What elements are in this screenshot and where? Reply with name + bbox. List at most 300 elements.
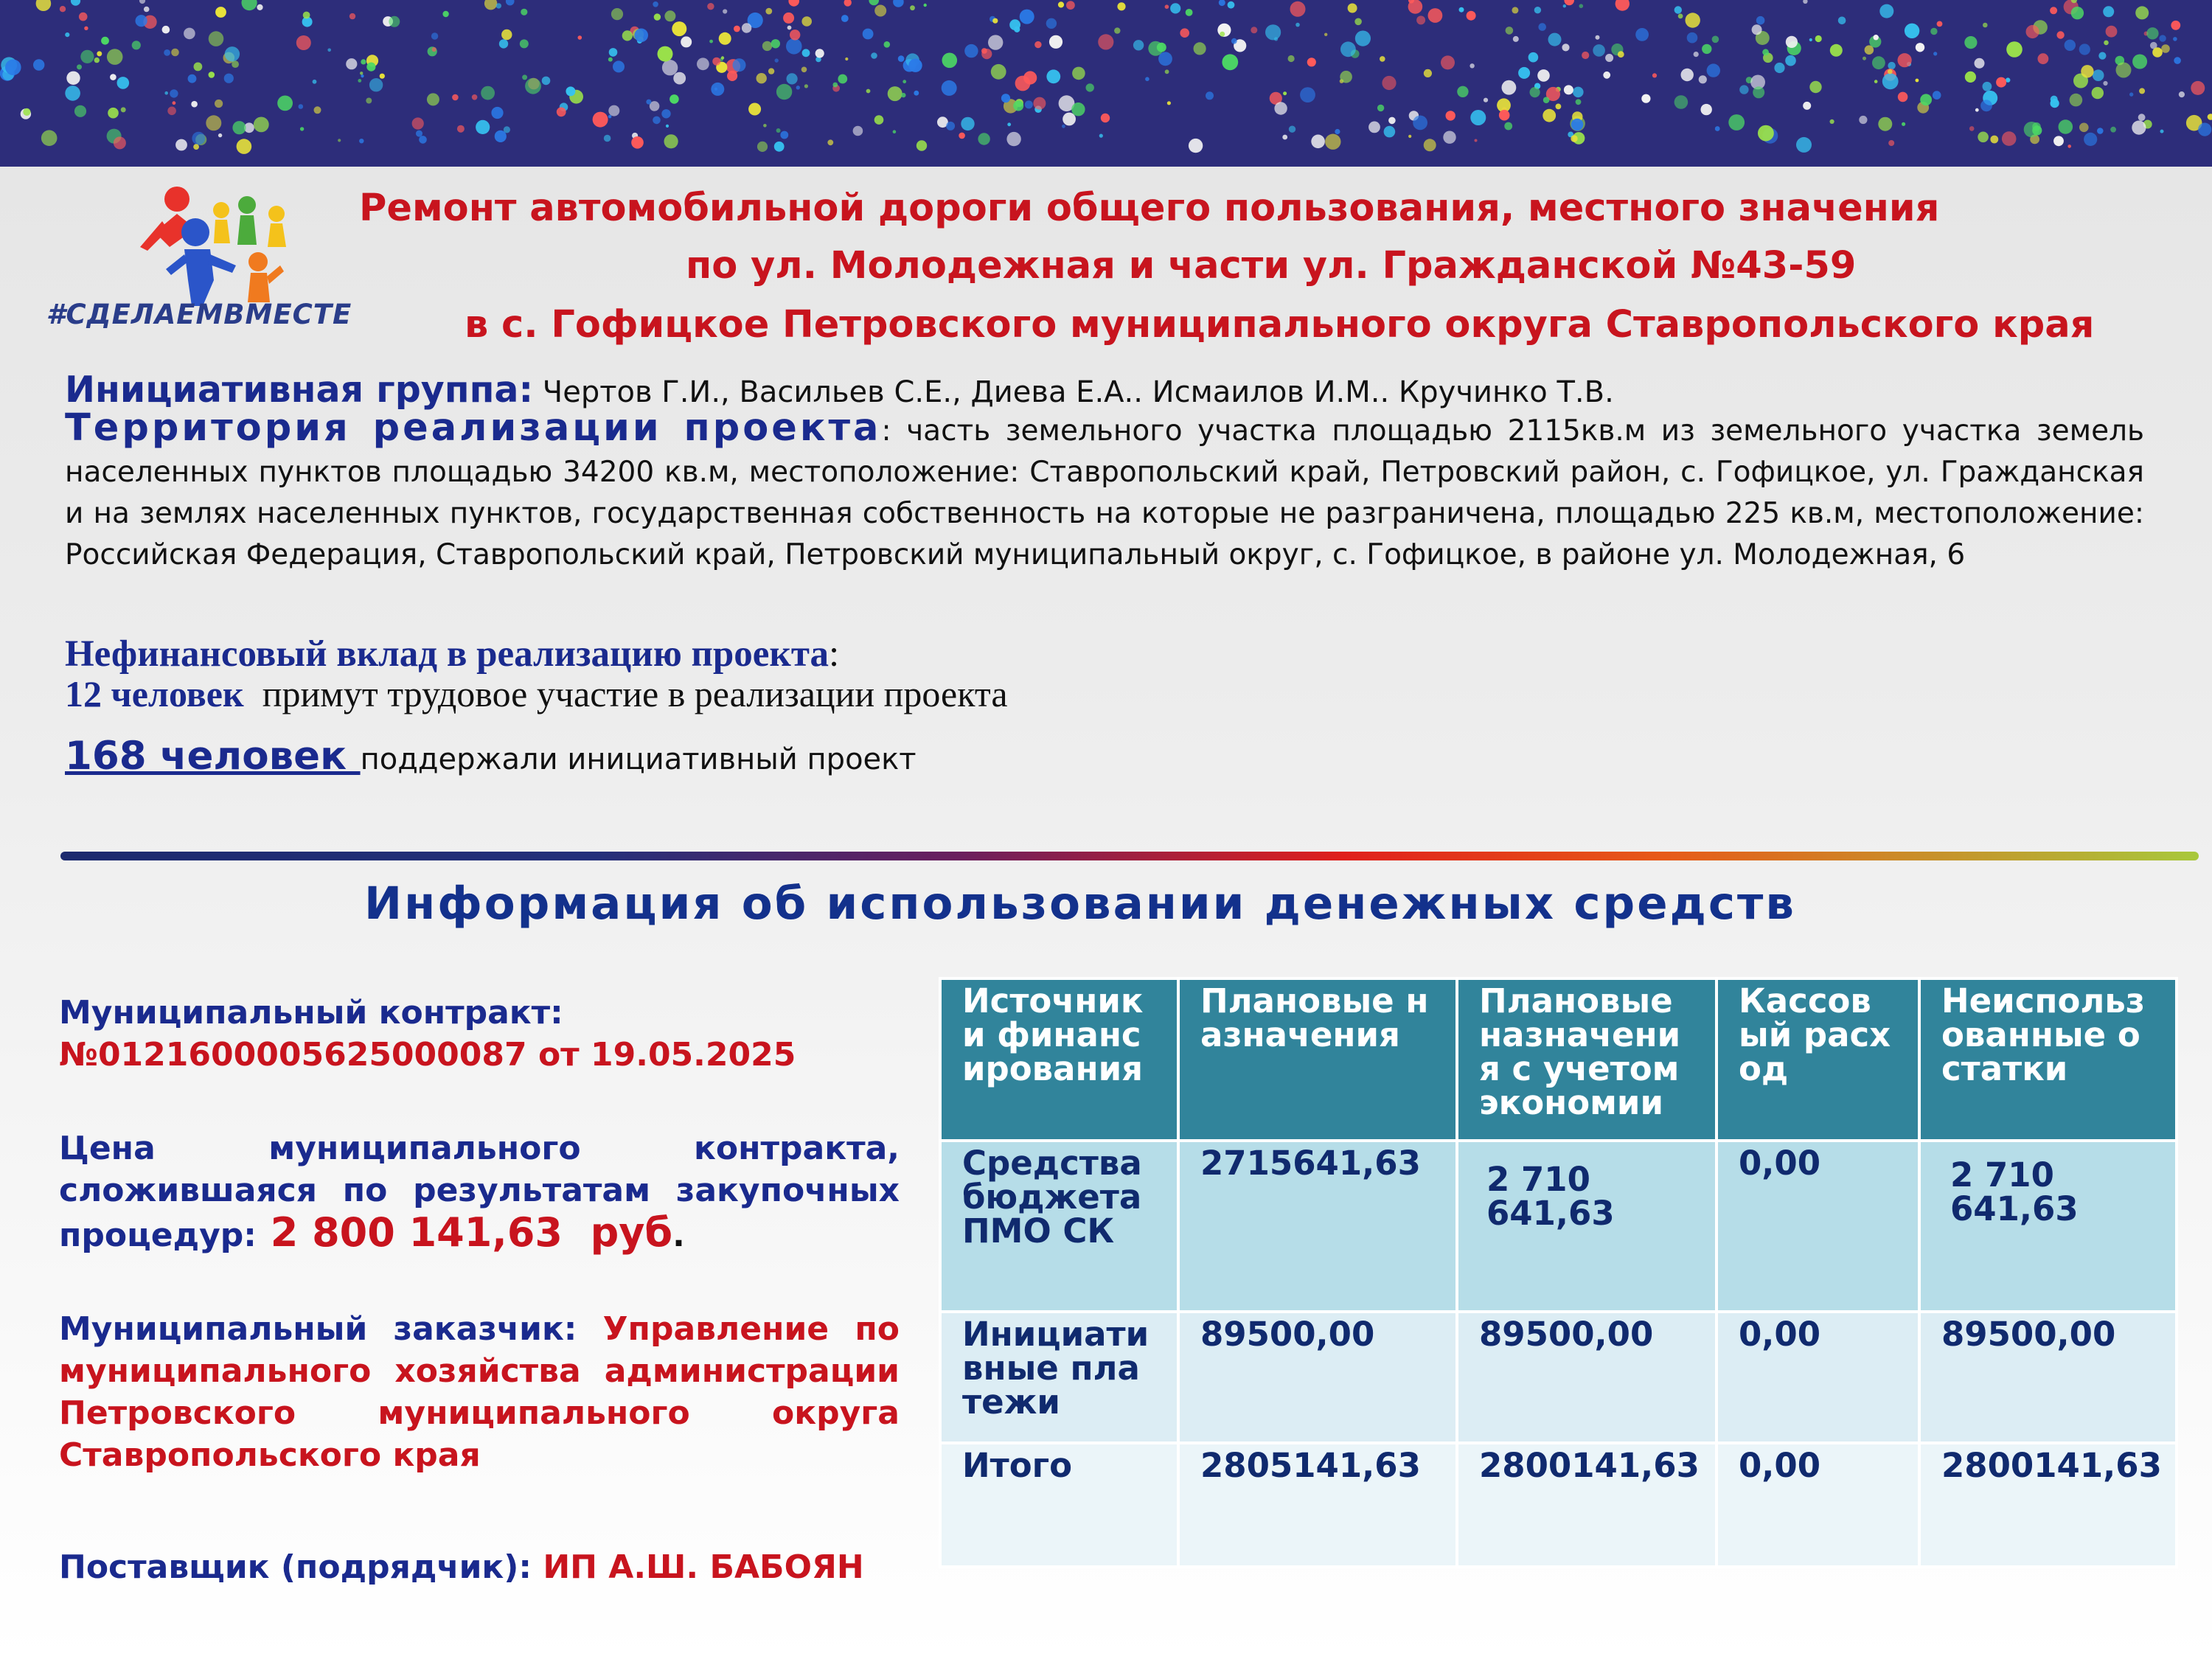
confetti-dot: [1537, 69, 1550, 82]
confetti-dot: [1006, 132, 1020, 146]
confetti-dot: [959, 133, 965, 139]
confetti-dot: [2006, 41, 2023, 58]
confetti-dot: [2173, 37, 2177, 41]
confetti-dot: [1874, 80, 1878, 83]
confetti-dot: [1564, 85, 1573, 94]
confetti-dot: [136, 15, 147, 27]
confetti-dot: [1340, 41, 1356, 57]
confetti-dot: [132, 41, 141, 49]
confetti-dot: [1283, 91, 1287, 95]
supporters-line: [65, 734, 2144, 779]
confetti-dot: [1980, 100, 1992, 111]
confetti-dot: [1086, 83, 1094, 91]
confetti-dot: [557, 107, 566, 116]
confetti-dot: [193, 144, 199, 150]
confetti-dot: [110, 74, 116, 80]
cell-planned: 2805141,63: [1178, 1443, 1457, 1567]
confetti-dot: [898, 55, 905, 62]
confetti-dot: [97, 51, 102, 56]
confetti-decoration: [0, 0, 2212, 167]
confetti-dot: [1603, 72, 1610, 79]
confetti-dot: [313, 80, 317, 84]
confetti-dot: [170, 89, 178, 97]
confetti-dot: [171, 49, 179, 57]
confetti-dot: [2208, 114, 2212, 120]
confetti-dot: [1274, 37, 1278, 41]
confetti-dot: [218, 133, 222, 137]
confetti-dot: [1424, 69, 1432, 77]
confetti-dot: [1443, 131, 1455, 144]
confetti-dot: [366, 63, 375, 72]
confetti-dot: [1368, 122, 1380, 133]
confetti-dot: [60, 6, 66, 12]
confetti-dot: [1380, 56, 1385, 62]
confetti-dot: [2132, 121, 2146, 135]
confetti-dot: [1382, 76, 1396, 90]
confetti-dot: [1165, 4, 1169, 9]
confetti-dot: [184, 28, 195, 40]
confetti-dot: [1377, 105, 1384, 111]
confetti-dot: [194, 63, 203, 72]
confetti-dot: [1635, 28, 1649, 41]
confetti-dot: [1180, 28, 1189, 38]
confetti-dot: [1348, 4, 1357, 13]
confetti-dot: [783, 13, 794, 24]
confetti-dot: [1803, 0, 1807, 4]
confetti-dot: [1615, 0, 1630, 11]
confetti-dot: [1758, 125, 1774, 142]
confetti-dot: [964, 44, 978, 58]
confetti-dot: [1562, 44, 1569, 51]
confetti-dot: [1133, 40, 1144, 50]
gradient-divider: [60, 852, 2199, 860]
confetti-dot: [774, 142, 785, 152]
confetti-dot: [1457, 86, 1468, 97]
initiative-group-members: Чертов Г.И., Васильев С.Е., Диева Е.А.. Исмаилов И.М.. Кручинко Т.В.: [533, 375, 1614, 409]
confetti-dot: [1674, 95, 1688, 109]
confetti-dot: [786, 38, 802, 55]
confetti-dot: [346, 58, 357, 69]
confetti-dot: [1033, 97, 1046, 110]
confetti-dot: [2002, 131, 2017, 146]
confetti-dot: [1441, 55, 1455, 69]
confetti-dot: [1996, 77, 2006, 88]
confetti-dot: [709, 40, 713, 44]
contract-number: №0121600005625000087 от 19.05.2025: [59, 1036, 796, 1074]
confetti-dot: [1014, 27, 1020, 32]
confetti-dot: [1809, 81, 1821, 93]
confetti-dot: [2171, 21, 2180, 30]
confetti-dot: [1652, 73, 1657, 77]
confetti-dot: [299, 104, 304, 109]
confetti-dot: [359, 139, 364, 143]
confetti-dot: [2098, 52, 2106, 60]
confetti-dot: [1983, 23, 1988, 28]
confetti-dot: [23, 108, 30, 116]
confetti-dot: [1157, 43, 1166, 52]
confetti-dot: [1752, 24, 1762, 35]
confetti-dot: [1990, 136, 1998, 144]
confetti-dot: [1687, 32, 1698, 44]
confetti-dot: [1340, 71, 1352, 83]
confetti-dot: [41, 130, 58, 146]
confetti-dot: [2097, 128, 2104, 134]
confetti-dot: [144, 7, 150, 13]
confetti-dot: [2104, 41, 2109, 46]
confetti-dot: [1983, 82, 1992, 91]
confetti-dot: [77, 64, 82, 69]
confetti-dot: [1025, 100, 1033, 108]
cell-planned: 89500,00: [1178, 1312, 1457, 1443]
project-title-line1: Ремонт автомобильной дороги общего пользования, местного значения: [359, 187, 1940, 230]
confetti-dot: [763, 124, 767, 128]
confetti-dot: [1020, 10, 1034, 24]
confetti-dot: [2174, 57, 2181, 64]
confetti-dot: [1354, 18, 1362, 26]
confetti-dot: [520, 39, 529, 48]
confetti-dot: [1739, 85, 1748, 94]
confetti-dot: [1072, 67, 1085, 80]
confetti-dot: [192, 132, 205, 145]
confetti-dot: [1978, 132, 1989, 143]
confetti-dot: [164, 49, 170, 56]
confetti-dot: [611, 8, 623, 20]
confetti-dot: [1189, 139, 1203, 153]
confetti-dot: [776, 84, 792, 100]
col-header-planned-savings: Плановые назначения с учетом экономии: [1457, 978, 1717, 1141]
labor-people-text: примут трудовое участие в реализации проекта: [243, 673, 1008, 714]
table-row: [940, 1312, 2177, 1443]
confetti-dot: [1512, 7, 1518, 13]
confetti-dot: [871, 52, 877, 59]
confetti-dot: [838, 74, 847, 84]
customer-block: [59, 1308, 900, 1476]
project-title-line3: в с. Гофицкое Петровского муниципального округа Ставропольского края: [465, 303, 2095, 347]
confetti-dot: [121, 107, 126, 112]
confetti-dot: [1265, 24, 1281, 40]
confetti-dot: [2138, 114, 2146, 121]
confetti-dot: [361, 59, 366, 64]
confetti-dot: [1571, 135, 1577, 142]
confetti-dot: [874, 5, 886, 17]
confetti-dot: [866, 89, 871, 94]
confetti-dot: [1408, 135, 1411, 138]
nonfinancial-label: Нефинансовый вклад в реализацию проекта: [65, 633, 829, 675]
confetti-dot: [1712, 36, 1719, 44]
confetti-dot: [608, 58, 613, 62]
confetti-dot: [723, 9, 727, 13]
confetti-dot: [173, 101, 176, 105]
confetti-dot: [1920, 94, 1932, 105]
confetti-dot: [658, 46, 673, 62]
confetti-dot: [946, 122, 955, 131]
confetti-dot: [1774, 63, 1784, 73]
confetti-dot: [762, 41, 772, 51]
confetti-dot: [1165, 69, 1169, 74]
confetti-dot: [1582, 52, 1589, 59]
cell-cash-expense: 0,00: [1717, 1443, 1919, 1567]
confetti-dot: [1830, 44, 1843, 57]
confetti-dot: [1699, 75, 1707, 83]
cell-unused: 2800141,63: [1919, 1443, 2177, 1567]
confetti-dot: [542, 77, 551, 86]
confetti-dot: [1879, 4, 1893, 18]
confetti-dot: [1015, 76, 1031, 91]
contract-number-block: [59, 992, 900, 1076]
confetti-dot: [841, 15, 849, 22]
confetti-dot: [303, 12, 310, 19]
confetti-dot: [139, 0, 145, 4]
contract-price-block: [59, 1127, 900, 1256]
confetti-dot: [525, 78, 541, 94]
confetti-dot: [1707, 63, 1720, 77]
confetti-dot: [65, 86, 80, 101]
confetti-dot: [1311, 135, 1325, 149]
confetti-dot: [942, 53, 958, 69]
col-header-unused: Неиспользованные остатки: [1919, 978, 2177, 1141]
confetti-dot: [300, 127, 304, 131]
confetti-dot: [978, 133, 990, 145]
confetti-dot: [2084, 133, 2097, 146]
confetti-dot: [981, 49, 992, 59]
confetti-dot: [1307, 58, 1316, 66]
confetti-dot: [780, 131, 788, 139]
confetti-dot: [1576, 99, 1582, 105]
confetti-dot: [1049, 35, 1062, 49]
confetti-dot: [1702, 44, 1711, 54]
confetti-dot: [1506, 27, 1514, 35]
confetti-dot: [1859, 116, 1867, 124]
confetti-dot: [416, 131, 422, 137]
confetti-dot: [863, 29, 874, 40]
confetti-dot: [1335, 129, 1340, 134]
cell-planned-savings: 2800141,63: [1457, 1443, 1717, 1567]
confetti-dot: [748, 103, 761, 116]
confetti-dot: [1001, 94, 1010, 102]
confetti-dot: [1194, 42, 1206, 55]
confetti-dot: [2106, 26, 2118, 38]
confetti-dot: [1930, 28, 1937, 35]
confetti-dot: [608, 115, 612, 119]
confetti-dot: [1066, 1, 1075, 10]
confetti-dot: [2146, 27, 2158, 39]
confetti-dot: [1701, 104, 1712, 115]
confetti-dot: [711, 83, 724, 96]
confetti-dot: [296, 35, 311, 50]
confetti-dot: [815, 49, 824, 58]
confetti-dot: [5, 60, 21, 76]
confetti-dot: [1101, 114, 1110, 122]
confetti-dot: [2067, 145, 2071, 148]
confetti-dot: [84, 27, 88, 30]
confetti-dot: [79, 13, 88, 21]
confetti-dot: [162, 26, 170, 34]
confetti-dot: [191, 101, 198, 108]
confetti-dot: [613, 60, 625, 72]
confetti-dot: [733, 58, 746, 72]
confetti-dot: [114, 136, 126, 149]
confetti-dot: [1058, 1, 1064, 7]
confetti-dot: [209, 31, 224, 46]
confetti-dot: [1428, 8, 1443, 23]
supplier-block: [59, 1546, 900, 1588]
confetti-dot: [65, 32, 69, 37]
confetti-dot: [2179, 91, 2185, 97]
confetti-dot: [2079, 44, 2090, 55]
confetti-dot: [2139, 88, 2145, 94]
confetti-dot: [117, 77, 130, 89]
confetti-dot: [1117, 2, 1125, 10]
confetti-dot: [1715, 126, 1720, 131]
confetti-dot: [2071, 7, 2084, 19]
confetti-dot: [2161, 44, 2170, 53]
confetti-dot: [1916, 79, 1919, 83]
confetti-dot: [757, 142, 768, 152]
confetti-dot: [893, 130, 897, 133]
confetti-dot: [1228, 1, 1235, 9]
confetti-dot: [521, 9, 527, 15]
confetti-dot: [1530, 87, 1540, 97]
confetti-dot: [914, 91, 919, 96]
confetti-dot: [672, 21, 686, 36]
confetti-dot: [1694, 52, 1699, 57]
confetti-dot: [1937, 21, 1943, 27]
confetti-dot: [1803, 102, 1811, 110]
confetti-dot: [277, 96, 293, 111]
confetti-dot: [653, 1, 658, 7]
territory-paragraph: [65, 408, 2144, 576]
confetti-dot: [1528, 52, 1539, 63]
confetti-dot: [1579, 4, 1584, 8]
confetti-dot: [902, 80, 906, 83]
confetti-dot: [242, 0, 257, 10]
confetti-dot: [787, 26, 792, 30]
contract-price: 2 800 141,63 руб: [256, 1209, 673, 1256]
confetti-dot: [1504, 122, 1512, 131]
confetti-dot: [1186, 9, 1193, 16]
confetti-dot: [1324, 33, 1327, 36]
confetti-dot: [496, 3, 501, 8]
confetti-dot: [1571, 119, 1583, 131]
confetti-dot: [237, 139, 252, 154]
confetti-dot: [491, 107, 503, 119]
confetti-dot: [697, 58, 709, 70]
confetti-dot: [801, 67, 807, 73]
confetti-dot: [1969, 126, 1975, 131]
confetti-dot: [2065, 40, 2076, 51]
customer-label: Муниципальный заказчик:: [59, 1310, 577, 1348]
confetti-dot: [107, 49, 123, 65]
confetti-dot: [175, 139, 187, 151]
confetti-dot: [776, 128, 781, 133]
confetti-dot: [1071, 102, 1085, 116]
confetti-dot: [1905, 24, 1919, 38]
confetti-dot: [1874, 35, 1879, 40]
confetti-dot: [1686, 13, 1700, 27]
confetti-dot: [566, 86, 575, 96]
confetti-dot: [1681, 69, 1694, 81]
confetti-dot: [1219, 0, 1225, 6]
confetti-dot: [1499, 110, 1510, 121]
confetti-dot: [224, 74, 234, 83]
confetti-dot: [366, 98, 372, 104]
table-header-row: [940, 978, 2177, 1141]
confetti-dot: [2081, 65, 2093, 77]
confetti-dot: [2103, 6, 2114, 17]
confetti-dot: [719, 32, 731, 45]
confetti-dot: [2159, 35, 2166, 41]
confetti-dot: [80, 50, 94, 63]
confetti-dot: [765, 8, 772, 15]
confetti-dot: [481, 86, 495, 100]
confetti-dot: [2132, 55, 2147, 69]
confetti-dot: [1538, 23, 1546, 31]
project-title-line2: по ул. Молодежная и части ул. Гражданской №43-59: [686, 244, 1857, 288]
confetti-dot: [802, 49, 810, 57]
confetti-dot: [427, 93, 439, 105]
confetti-dot: [827, 139, 833, 145]
supporters-count: 168 человек: [65, 734, 361, 779]
confetti-dot: [1605, 54, 1613, 62]
cell-cash-expense: 0,00: [1717, 1312, 1919, 1443]
cell-planned-savings: 89500,00: [1457, 1312, 1717, 1443]
confetti-dot: [66, 72, 80, 85]
confetti-dot: [232, 60, 239, 68]
table-row: [940, 1141, 2177, 1312]
confetti-dot: [1170, 3, 1180, 13]
initiative-group: [65, 369, 2144, 411]
confetti-dot: [419, 136, 427, 144]
confetti-dot: [1099, 134, 1103, 138]
confetti-dot: [2198, 123, 2211, 136]
confetti-dot: [522, 74, 527, 80]
confetti-dot: [1872, 56, 1885, 69]
confetti-dot: [1548, 33, 1562, 46]
confetti-dot: [1888, 140, 1894, 146]
confetti-dot: [1596, 35, 1600, 40]
confetti-dot: [1424, 139, 1436, 151]
confetti-dot: [2103, 81, 2107, 86]
confetti-dot: [2135, 6, 2149, 19]
confetti-dot: [1007, 122, 1011, 126]
confetti-dot: [661, 109, 670, 118]
confetti-dot: [206, 115, 221, 131]
confetti-dot: [2160, 130, 2164, 133]
col-header-cash-expense: Кассовый расход: [1717, 978, 1919, 1141]
confetti-dot: [2116, 63, 2132, 78]
table-row: [940, 1443, 2177, 1567]
confetti-dot: [869, 0, 879, 5]
confetti-dot: [1756, 16, 1765, 25]
confetti-dot: [2070, 94, 2083, 107]
cell-unused: 89500,00: [1919, 1312, 2177, 1443]
confetti-dot: [1459, 7, 1464, 13]
confetti-dot: [961, 117, 974, 131]
confetti-dot: [1543, 97, 1550, 103]
confetti-dot: [2129, 92, 2133, 96]
confetti-dot: [757, 73, 767, 83]
confetti-dot: [804, 84, 808, 88]
confetti-dot: [1618, 51, 1624, 58]
confetti-dot: [888, 86, 902, 101]
confetti-dot: [215, 7, 226, 18]
cell-source: Итого: [940, 1443, 1178, 1567]
confetti-dot: [844, 0, 852, 7]
confetti-dot: [775, 58, 779, 62]
confetti-dot: [593, 112, 608, 128]
cell-planned: 2715641,63: [1178, 1141, 1457, 1312]
confetti-dot: [1300, 87, 1315, 102]
